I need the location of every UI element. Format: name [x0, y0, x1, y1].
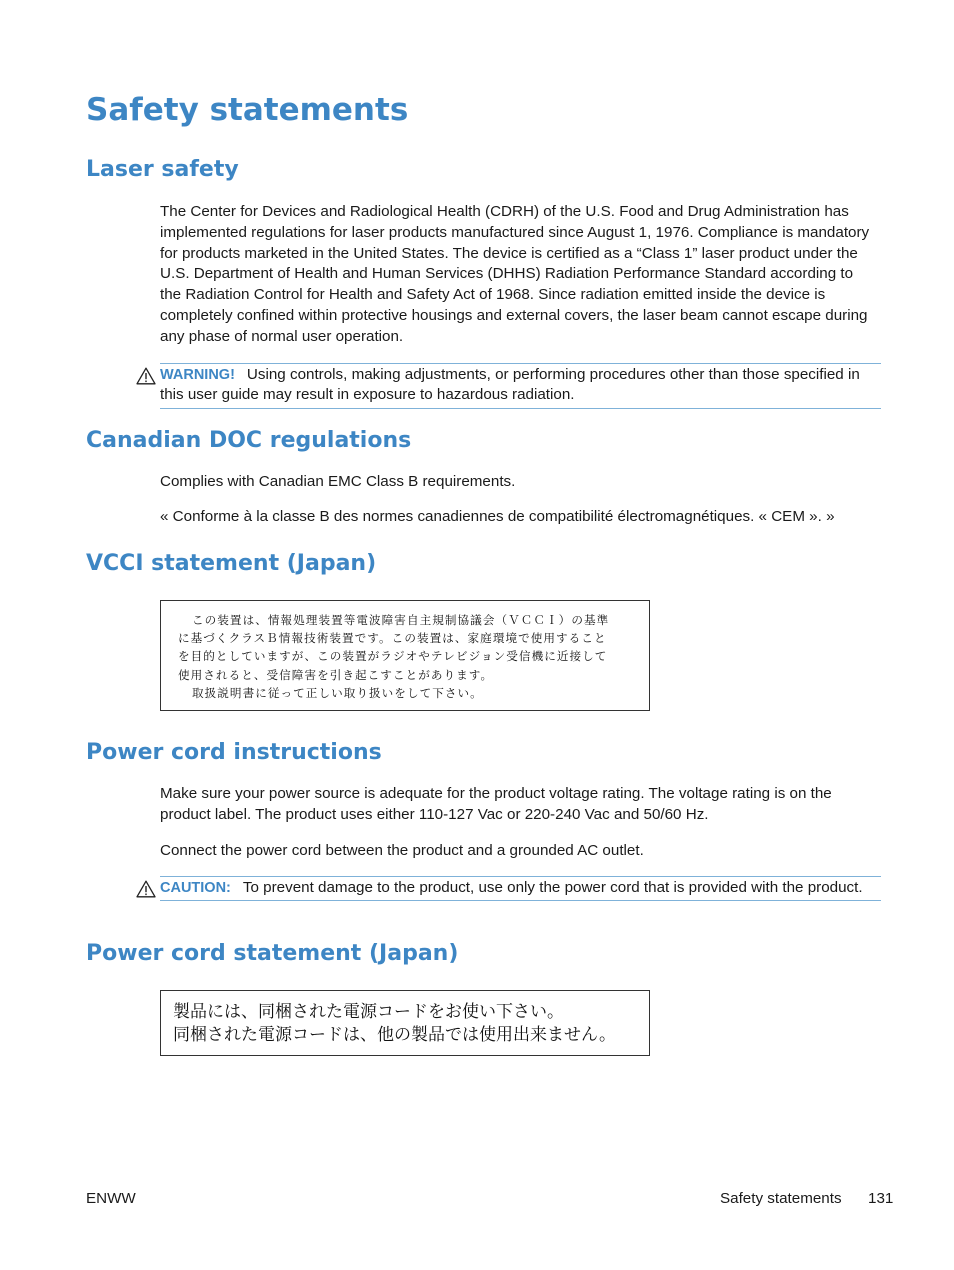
vcci-heading: VCCI statement (Japan): [86, 551, 377, 576]
laser-safety-heading: Laser safety: [86, 157, 239, 182]
page-title: Safety statements: [86, 92, 409, 128]
canadian-doc-text: Complies with Canadian EMC Class B requirements.: [160, 473, 516, 490]
power-cord-connect-text: Connect the power cord between the product and a grounded AC outlet.: [160, 842, 644, 859]
footer-section-title: Safety statements: [720, 1190, 842, 1207]
vcci-line: 使用されると、受信障害を引き起こすことがあります。: [178, 667, 494, 682]
canadian-doc-text-french: « Conforme à la classe B des normes canadiennes de compatibilité électromagnétiques. « CEM ». »: [160, 508, 835, 525]
caution-text: To prevent damage to the product, use only the power cord that is provided with the product.: [242, 879, 863, 896]
caution-label: CAUTION:: [160, 880, 231, 896]
vcci-line: この装置は、情報処理装置等電波障害自主規制協議会（ＶＣＣＩ）の基準: [192, 613, 610, 627]
caution-note: [160, 876, 881, 901]
power-cord-japan-line: 製品には、同梱された電源コードをお使い下さい。: [173, 1002, 564, 1022]
vcci-line: 取扱説明書に従って正しい取り扱いをして下さい。: [192, 685, 483, 700]
power-cord-japan-box: [160, 990, 650, 1056]
footer-page-number: 131: [868, 1190, 894, 1207]
warning-label: WARNING!: [160, 367, 235, 383]
power-cord-japan-line: 同梱された電源コードは、他の製品では使用出来ません。: [173, 1024, 617, 1045]
footer-enww: ENWW: [86, 1190, 136, 1207]
canadian-doc-heading: Canadian DOC regulations: [86, 428, 412, 453]
power-cord-japan-heading: Power cord statement (Japan): [86, 941, 459, 966]
vcci-line: を目的としていますが、この装置がラジオやテレビジョン受信機に近接して: [178, 649, 608, 664]
warning-text: Using controls, making adjustments, or performing procedures other than those specified in this user guide may result in exposure to hazardous radiation.: [160, 366, 860, 404]
vcci-line: に基づくクラスＢ情報技術装置です。この装置は、家庭環境で使用すること: [178, 631, 607, 646]
warning-note: [160, 363, 881, 409]
warning-triangle-icon: [136, 880, 156, 898]
power-cord-heading: Power cord instructions: [86, 740, 382, 765]
vcci-statement-box: [160, 600, 650, 711]
power-cord-text: Make sure your power source is adequate for the product voltage rating. The voltage rating is on the product label. The product uses either 110-127 Vac or 220-240 Vac and 50/60 Hz.: [160, 785, 832, 823]
warning-triangle-icon: [136, 367, 156, 385]
laser-safety-text: The Center for Devices and Radiological Health (CDRH) of the U.S. Food and Drug Administration has implemented regulations for laser products manufactured since August 1, 1976. Compliance is mandatory for products marketed in the United States. The device is certified as a “Class 1” laser product under the U.S. Department of Health and Human Services (DHHS) Radiation Performance Standard according to the Radiation Control for Health and Safety Act of 1968. Since radiation emitted inside the device is completely confined within protective housings and external covers, the laser beam cannot escape during any phase of normal user operation.: [160, 203, 870, 345]
